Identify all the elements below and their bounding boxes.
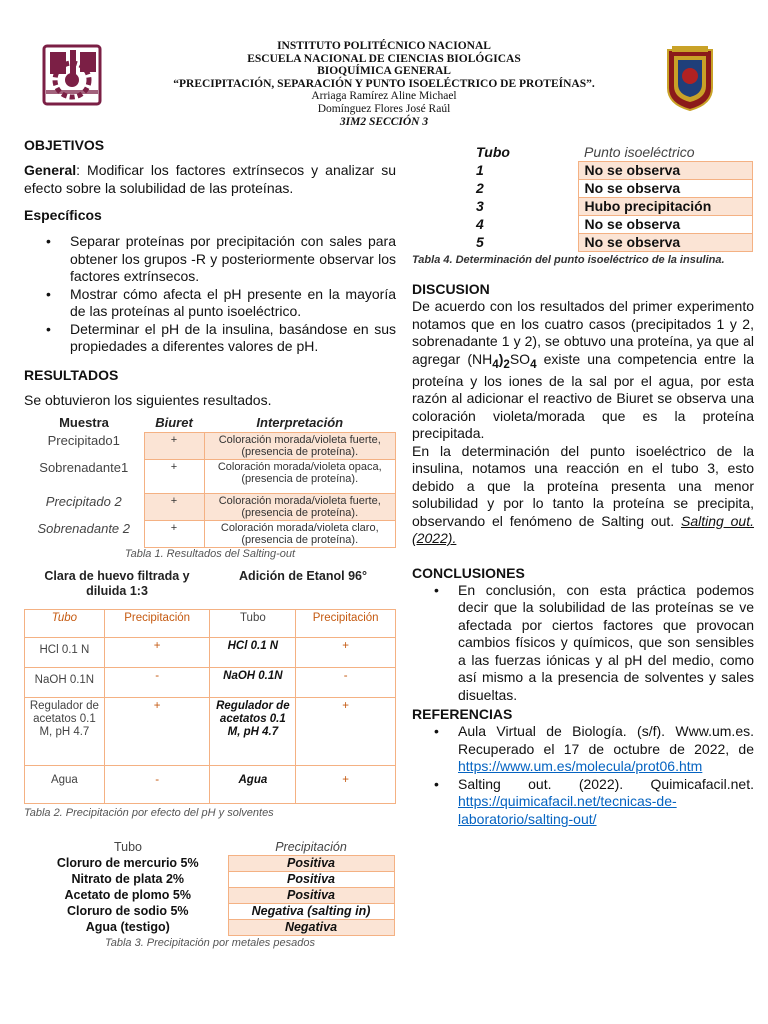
table-cell: Hubo precipitación — [578, 198, 752, 216]
objetivo-general — [24, 162, 396, 197]
subscript: 4 — [492, 357, 499, 371]
text-run: SO — [509, 350, 531, 367]
table-cell: No se observa — [578, 216, 752, 234]
table-cell: NaOH 0.1N — [25, 668, 105, 698]
table-cell: Cloruro de sodio 5% — [66, 904, 189, 918]
table-cell: + — [144, 460, 204, 494]
discusion-heading: DISCUSION — [412, 281, 490, 297]
list-item: • Mostrar cómo afecta el pH presente en la mayoría de las proteínas al punto isoeléctrico. — [24, 286, 396, 321]
document-title: “PRECIPITACIÓN, SEPARACIÓN Y PUNTO ISOELÉCTRICO DE PROTEÍNAS”. — [173, 77, 595, 90]
table-punto-isoelectrico — [470, 144, 753, 252]
group-section: 3IM2 SECCIÓN 3 — [339, 116, 429, 128]
table-cell: Regulador de acetatos 0.1 M, pH 4.7 — [25, 698, 105, 766]
referencias-list — [412, 723, 754, 828]
table-cell: - — [296, 668, 396, 698]
table-cell: Negativa — [228, 920, 394, 936]
table-row — [28, 856, 394, 872]
table-cell: HCl 0.1 N — [25, 638, 105, 668]
table-cell: + — [144, 433, 204, 460]
table-header: Muestra — [59, 415, 109, 431]
table-cell: Positiva — [228, 872, 394, 888]
list-item — [412, 723, 754, 776]
list-item — [412, 776, 754, 829]
table-cell: 3 — [476, 198, 484, 214]
left-column — [24, 136, 396, 950]
referencias-heading: REFERENCIAS — [412, 706, 513, 723]
table2-title-left: Clara de huevo filtrada y diluida 1:3 — [44, 569, 190, 598]
table-row — [470, 216, 752, 234]
table-cell: + — [104, 698, 210, 766]
reference-link[interactable]: https://www.um.es/molecula/prot06.htm — [458, 758, 703, 775]
objetivos-heading: OBJETIVOS — [24, 137, 105, 153]
table-row — [25, 610, 396, 638]
table-header: Precipitación — [275, 840, 347, 854]
table-header: Precipitación — [104, 610, 210, 638]
list-item: • Separar proteínas por precipitación con sales para obtener los grupos -R y posteriormente observar los factores extrínsecos. — [24, 233, 396, 286]
table-cell: Positiva — [228, 888, 394, 904]
table-cell: No se observa — [578, 234, 752, 252]
table2-titles — [24, 569, 396, 599]
table-header: Biuret — [155, 415, 193, 430]
table-cell: + — [296, 698, 396, 766]
table-cell: No se observa — [578, 162, 752, 180]
table-cell: Coloración morada/violeta fuerte, (presencia de proteína). — [204, 433, 396, 460]
table-row — [28, 872, 394, 888]
table-cell: Coloración morada/violeta opaca, (presencia de proteína). — [204, 460, 396, 494]
table-row — [28, 920, 394, 936]
subscript: 4 — [530, 357, 537, 371]
table-row — [28, 840, 394, 856]
discusion-paragraph-1 — [412, 298, 754, 443]
table-cell: Negativa (salting in) — [228, 904, 394, 920]
course-name: BIOQUÍMICA GENERAL — [317, 65, 451, 77]
table-cell: Coloración morada/violeta claro, (presencia de proteína). — [204, 521, 396, 548]
table-row — [28, 904, 394, 920]
table-header: Punto isoeléctrico — [584, 144, 695, 160]
table-cell: 5 — [476, 234, 484, 250]
table-row — [25, 766, 396, 804]
right-column — [412, 144, 754, 828]
table-cell: - — [104, 668, 210, 698]
table-cell: Coloración morada/violeta fuerte, (presencia de proteína). — [204, 494, 396, 521]
table-cell: 2 — [476, 180, 484, 196]
reference-link[interactable]: https://quimicafacil.net/tecnicas-de-laboratorio/salting-out/ — [458, 793, 677, 827]
document-header — [0, 40, 768, 128]
table-row — [470, 162, 752, 180]
table-header: Precipitación — [296, 610, 396, 638]
conclusiones-list — [412, 582, 754, 705]
citation: Salting out. (2022). — [412, 512, 754, 547]
table-header: Tubo — [113, 840, 143, 855]
table-cell: Nitrato de plata 2% — [71, 872, 185, 886]
text-run: De acuerdo con los resultados del primer experimento notamos que en los cuatro casos (precipitados 1 y 2, sobrenadante 1 y 2), se obtuvo una proteína, ya que al agregar (NH — [412, 298, 754, 367]
table-cell: NaOH 0.1N — [210, 668, 296, 698]
table-cell: Cloruro de mercurio 5% — [56, 856, 199, 870]
table2-caption: Tabla 2. Precipitación por efecto del pH y solventes — [24, 807, 274, 819]
table-cell: HCl 0.1 N — [210, 638, 296, 668]
table-row — [24, 521, 396, 548]
table-cell: No se observa — [578, 180, 752, 198]
text-run: En la determinación del punto isoeléctrico de la insulina, notamos una reacción en el tubo 3, esto debido a que la proteína presenta una menor solubilidad y por lo tanto la proteína se precipita, observando el fenómeno de Salting out. — [412, 442, 754, 529]
table1-caption: Tabla 1. Resultados del Salting-out — [124, 548, 296, 560]
table-cell: Agua — [210, 766, 296, 804]
reference-text: Salting out. (2022). Quimicafacil.net. — [458, 775, 754, 792]
table-header: Tubo — [210, 610, 296, 638]
table-row — [25, 668, 396, 698]
table-cell: Agua (testigo) — [85, 920, 170, 934]
table-cell: Sobrenadante1 — [39, 459, 129, 475]
table4-caption: Tabla 4. Determinación del punto isoeléctrico de la insulina. — [412, 254, 725, 266]
list-item: • Determinar el pH de la insulina, basándose en sus propiedades a diferentes valores de pH. — [24, 321, 396, 356]
table-header: Interpretación — [256, 415, 344, 430]
institute-name: INSTITUTO POLITÉCNICO NACIONAL — [277, 40, 491, 52]
table-row — [24, 494, 396, 521]
table-row — [470, 234, 752, 252]
table-cell: + — [296, 638, 396, 668]
table-metales-pesados — [28, 840, 395, 936]
table3-caption: Tabla 3. Precipitación por metales pesados — [105, 937, 315, 949]
table-cell: Precipitado 2 — [45, 493, 122, 509]
table-cell: 1 — [476, 162, 484, 178]
conclusiones-heading: CONCLUSIONES — [412, 564, 525, 581]
table-header: Tubo — [476, 144, 510, 161]
table-cell: + — [104, 638, 210, 668]
author-1: Arriaga Ramírez Aline Michael — [311, 90, 457, 102]
table-row — [25, 698, 396, 766]
table-row — [25, 638, 396, 668]
table-cell: Regulador de acetatos 0.1 M, pH 4.7 — [210, 698, 296, 766]
table-header: Tubo — [25, 610, 105, 638]
table-ph-solventes — [24, 609, 396, 804]
table-row — [470, 144, 752, 162]
general-label: General — [24, 162, 77, 178]
school-name: ESCUELA NACIONAL DE CIENCIAS BIOLÓGICAS — [247, 52, 521, 65]
table-row — [24, 460, 396, 494]
subscript: 2 — [503, 357, 510, 371]
resultados-heading: RESULTADOS — [24, 366, 119, 383]
general-text: : Modificar los factores extrínsecos y analizar su efecto sobre la solubilidad de las proteínas. — [24, 162, 396, 196]
table-cell: Precipitado1 — [47, 432, 120, 448]
table-cell: Sobrenadante 2 — [37, 520, 131, 536]
table-cell: Acetato de plomo 5% — [64, 888, 191, 902]
table-cell: + — [296, 766, 396, 804]
table-row — [470, 198, 752, 216]
text-run: ) — [498, 350, 504, 367]
table-row — [470, 180, 752, 198]
table2-title-right: Adición de Etanol 96° — [239, 569, 367, 583]
resultados-intro: Se obtuvieron los siguientes resultados. — [24, 391, 272, 408]
table-salting-out — [24, 413, 396, 548]
table-row — [24, 433, 396, 460]
table-cell: Positiva — [228, 856, 394, 872]
table-cell: - — [104, 766, 210, 804]
especificos-heading: Específicos — [24, 207, 102, 223]
table-row — [28, 888, 394, 904]
discusion-paragraph-2 — [412, 443, 754, 548]
table-cell: + — [144, 494, 204, 521]
author-2: Domínguez Flores José Raúl — [317, 103, 451, 115]
objetivos-list — [24, 233, 396, 356]
table-cell: 4 — [476, 216, 484, 232]
list-item: • En conclusión, con esta práctica podemos decir que la solubilidad de las proteínas se ve afectada por ciertos factores que provocan cambios físicos y químicos, que son sensibles a las fuerzas iónicas y al pH del medio, como así mismo a la presencia de solventes y sales disueltas. — [412, 582, 754, 705]
reference-text: Aula Virtual de Biología. (s/f). Www.um.es. Recuperado el 17 de octubre de 2022, de — [458, 723, 754, 757]
table-cell: Agua — [25, 766, 105, 804]
text-run: existe una competencia entre la proteína y los iones de la sal por el agua, por esta razón al adicionar el reactivo de Biuret se observa una coloración violeta/morada que es la proteína precipitada. — [412, 350, 754, 442]
table-cell: + — [144, 521, 204, 548]
